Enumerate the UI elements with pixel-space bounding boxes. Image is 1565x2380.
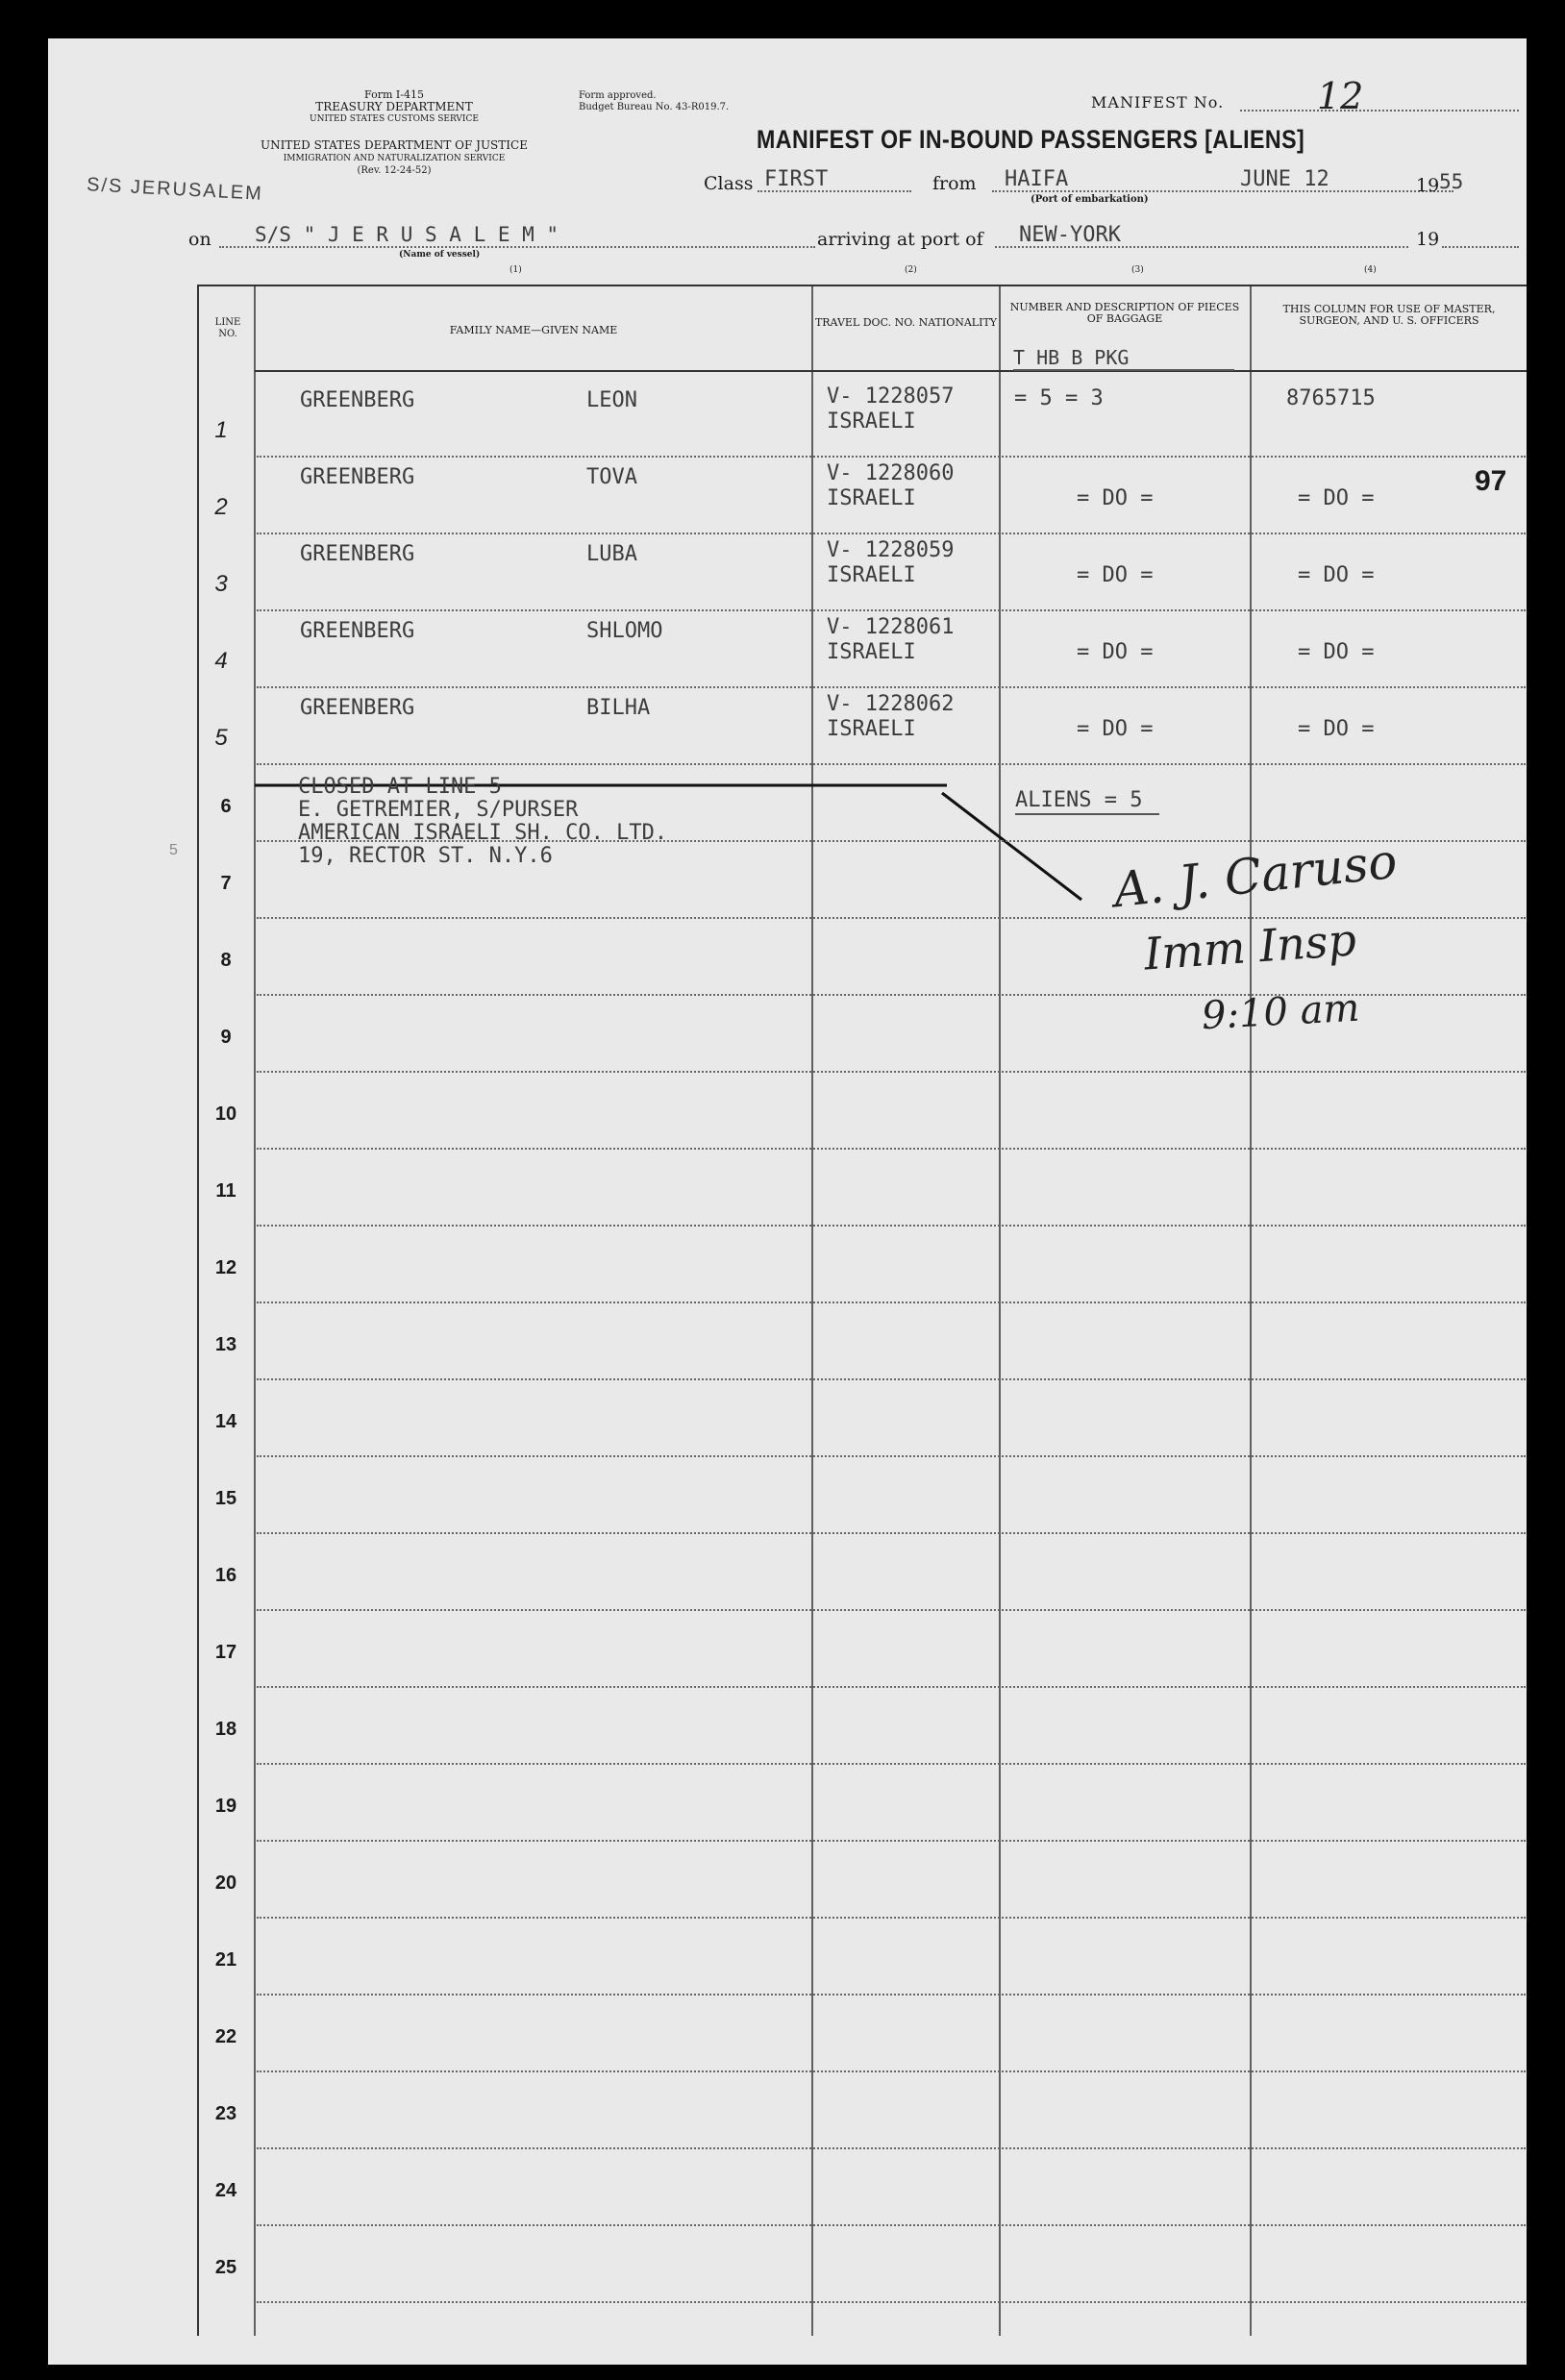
line-number: 3 bbox=[214, 571, 228, 597]
margin-five: 5 bbox=[169, 842, 178, 858]
aliens-total-underline bbox=[1015, 813, 1159, 815]
line-number: 7 bbox=[220, 873, 232, 894]
from-value: HAIFA bbox=[1005, 167, 1069, 191]
travel-document-number: V- 1228060 bbox=[827, 461, 955, 485]
officer-notation: = DO = bbox=[1298, 640, 1375, 664]
port-embarkation-caption: (Port of embarkation) bbox=[1031, 194, 1149, 205]
on-label: on bbox=[188, 229, 211, 250]
immigration-service: IMMIGRATION AND NATURALIZATION SERVICE bbox=[283, 154, 506, 163]
line-number: 19 bbox=[214, 1796, 237, 1817]
form-revision: (Rev. 12-24-52) bbox=[357, 165, 432, 176]
inspector-title: Imm Insp bbox=[1142, 913, 1358, 980]
line-number: 24 bbox=[214, 2180, 237, 2201]
header-officers: THIS COLUMN FOR USE OF MASTER, SURGEON, AND U. S. OFFICERS bbox=[1282, 303, 1496, 327]
manifest-sheet bbox=[48, 38, 1527, 2365]
form-number: Form I-415 bbox=[364, 88, 424, 101]
nationality: ISRAELI bbox=[827, 486, 916, 510]
line-number: 5 bbox=[214, 725, 228, 751]
given-name: TOVA bbox=[586, 465, 637, 489]
line-number: 1 bbox=[214, 417, 228, 443]
arrival-year-line bbox=[1442, 246, 1519, 248]
department-of-justice: UNITED STATES DEPARTMENT OF JUSTICE bbox=[261, 138, 528, 152]
arriving-label: arriving at port of bbox=[817, 229, 983, 250]
line-number: 25 bbox=[214, 2257, 237, 2278]
baggage-count: = DO = bbox=[1077, 717, 1154, 741]
class-value: FIRST bbox=[764, 167, 829, 191]
manifest-number-label: MANIFEST No. bbox=[1091, 93, 1225, 112]
row-dotted-line bbox=[257, 2224, 1526, 2226]
line-number: 11 bbox=[215, 1180, 236, 1202]
row-dotted-line bbox=[257, 456, 1526, 458]
line-number: 2 bbox=[214, 494, 228, 520]
given-name: BILHA bbox=[586, 696, 651, 720]
baggage-count: = DO = bbox=[1077, 563, 1154, 587]
family-name: GREENBERG bbox=[300, 619, 415, 643]
travel-document-number: V- 1228057 bbox=[827, 384, 955, 409]
column-mark-1: (1) bbox=[509, 265, 522, 275]
arrival-year-prefix: 19 bbox=[1416, 229, 1440, 250]
baggage-count: = DO = bbox=[1077, 486, 1154, 510]
travel-document-number: V- 1228059 bbox=[827, 538, 955, 562]
nationality: ISRAELI bbox=[827, 640, 916, 664]
row-dotted-line bbox=[257, 1994, 1526, 1996]
row-dotted-line bbox=[257, 2070, 1526, 2072]
line-number: 15 bbox=[214, 1488, 237, 1509]
row-dotted-line bbox=[257, 1763, 1526, 1765]
column-mark-2: (2) bbox=[905, 265, 917, 275]
margin-note-vessel: S/S JERUSALEM bbox=[86, 174, 264, 205]
manifest-table bbox=[197, 285, 1527, 2336]
family-name: GREENBERG bbox=[300, 388, 415, 412]
line-number: 16 bbox=[214, 1565, 237, 1586]
family-name: GREENBERG bbox=[300, 542, 415, 566]
row-dotted-line bbox=[257, 1840, 1526, 1842]
row-dotted-line bbox=[257, 1455, 1526, 1457]
line-number: 14 bbox=[214, 1411, 237, 1432]
class-label: Class bbox=[704, 173, 754, 194]
inspector-signature: A. J. Caruso bbox=[1110, 832, 1401, 919]
row-dotted-line bbox=[257, 2301, 1526, 2303]
aliens-total: ALIENS = 5 bbox=[1015, 788, 1143, 812]
closing-line-2: E. GETREMIER, S/PURSER bbox=[298, 798, 579, 822]
row-dotted-line bbox=[257, 1532, 1526, 1534]
header-name: FAMILY NAME—GIVEN NAME bbox=[449, 324, 618, 336]
line-number: 8 bbox=[220, 950, 232, 971]
baggage-subheader-underline bbox=[1013, 369, 1234, 371]
officer-notation: = DO = bbox=[1298, 563, 1375, 587]
officer-notation: = DO = bbox=[1298, 717, 1375, 741]
manifest-number-line bbox=[1240, 110, 1519, 112]
row-dotted-line bbox=[257, 2147, 1526, 2149]
column-mark-3: (3) bbox=[1131, 265, 1144, 275]
baggage-count: = DO = bbox=[1077, 640, 1154, 664]
line-number: 13 bbox=[214, 1334, 237, 1355]
vessel-line bbox=[219, 246, 815, 248]
line-number: 6 bbox=[220, 796, 232, 817]
baggage-subheader: T HB B PKG bbox=[1013, 346, 1130, 369]
officer-notation: = DO = bbox=[1298, 486, 1375, 510]
row-dotted-line bbox=[257, 763, 1526, 765]
inspection-time: 9:10 am bbox=[1200, 985, 1361, 1039]
line-number: 23 bbox=[214, 2103, 237, 2124]
line-number: 18 bbox=[214, 1719, 237, 1740]
officer-notation: 8765715 bbox=[1286, 386, 1376, 410]
page-mark: 97 bbox=[1475, 465, 1507, 497]
travel-document-number: V- 1228061 bbox=[827, 615, 955, 639]
customs-service: UNITED STATES CUSTOMS SERVICE bbox=[310, 114, 479, 124]
treasury-department: TREASURY DEPARTMENT bbox=[315, 100, 473, 113]
header-line-no: LINE NO. bbox=[214, 317, 241, 339]
vessel-caption: (Name of vessel) bbox=[399, 250, 481, 260]
arrival-date: JUNE 12 bbox=[1240, 167, 1329, 191]
line-number: 10 bbox=[214, 1103, 237, 1125]
closing-line-4: 19, RECTOR ST. N.Y.6 bbox=[298, 844, 553, 868]
line-number: 4 bbox=[214, 648, 228, 674]
row-dotted-line bbox=[257, 1686, 1526, 1688]
nationality: ISRAELI bbox=[827, 563, 916, 587]
baggage-count: = 5 = 3 bbox=[1014, 386, 1104, 410]
year-value: 55 bbox=[1439, 170, 1464, 193]
row-dotted-line bbox=[257, 1609, 1526, 1611]
closing-line-3: AMERICAN ISRAELI SH. CO. LTD. bbox=[298, 821, 668, 845]
given-name: SHLOMO bbox=[586, 619, 663, 643]
row-dotted-line bbox=[257, 1378, 1526, 1380]
row-dotted-line bbox=[257, 609, 1526, 611]
budget-bureau: Budget Bureau No. 43-R019.7. bbox=[579, 102, 730, 112]
nationality: ISRAELI bbox=[827, 409, 916, 434]
row-dotted-line bbox=[257, 533, 1526, 534]
arrival-port: NEW-YORK bbox=[1019, 223, 1121, 247]
manifest-title: MANIFEST OF IN-BOUND PASSENGERS [ALIENS] bbox=[757, 125, 1305, 154]
family-name: GREENBERG bbox=[300, 696, 415, 720]
header-travel-doc: TRAVEL DOC. NO. NATIONALITY bbox=[814, 316, 998, 329]
row-dotted-line bbox=[257, 1071, 1526, 1073]
closing-line-1: CLOSED AT LINE 5 bbox=[298, 775, 502, 799]
header-baggage: NUMBER AND DESCRIPTION OF PIECES OF BAGGAGE bbox=[1009, 301, 1240, 325]
row-dotted-line bbox=[257, 686, 1526, 688]
column-mark-4: (4) bbox=[1364, 265, 1377, 275]
vessel-name: S/S " J E R U S A L E M " bbox=[255, 223, 559, 246]
line-number: 17 bbox=[214, 1642, 237, 1663]
row-dotted-line bbox=[257, 1917, 1526, 1919]
given-name: LEON bbox=[586, 388, 637, 412]
line-number: 20 bbox=[214, 1872, 237, 1894]
row-dotted-line bbox=[257, 1225, 1526, 1227]
year-prefix: 19 bbox=[1416, 175, 1440, 196]
from-label: from bbox=[932, 173, 977, 194]
nationality: ISRAELI bbox=[827, 717, 916, 741]
table-grid bbox=[197, 285, 1527, 2336]
line-number: 9 bbox=[220, 1027, 232, 1048]
family-name: GREENBERG bbox=[300, 465, 415, 489]
given-name: LUBA bbox=[586, 542, 637, 566]
travel-document-number: V- 1228062 bbox=[827, 692, 955, 716]
line-number: 12 bbox=[214, 1257, 237, 1278]
row-dotted-line bbox=[257, 1148, 1526, 1150]
manifest-number-value: 12 bbox=[1317, 75, 1364, 117]
line-number: 22 bbox=[214, 2026, 237, 2047]
row-dotted-line bbox=[257, 1302, 1526, 1303]
line-number: 21 bbox=[214, 1949, 237, 1971]
form-approved: Form approved. bbox=[579, 90, 657, 101]
